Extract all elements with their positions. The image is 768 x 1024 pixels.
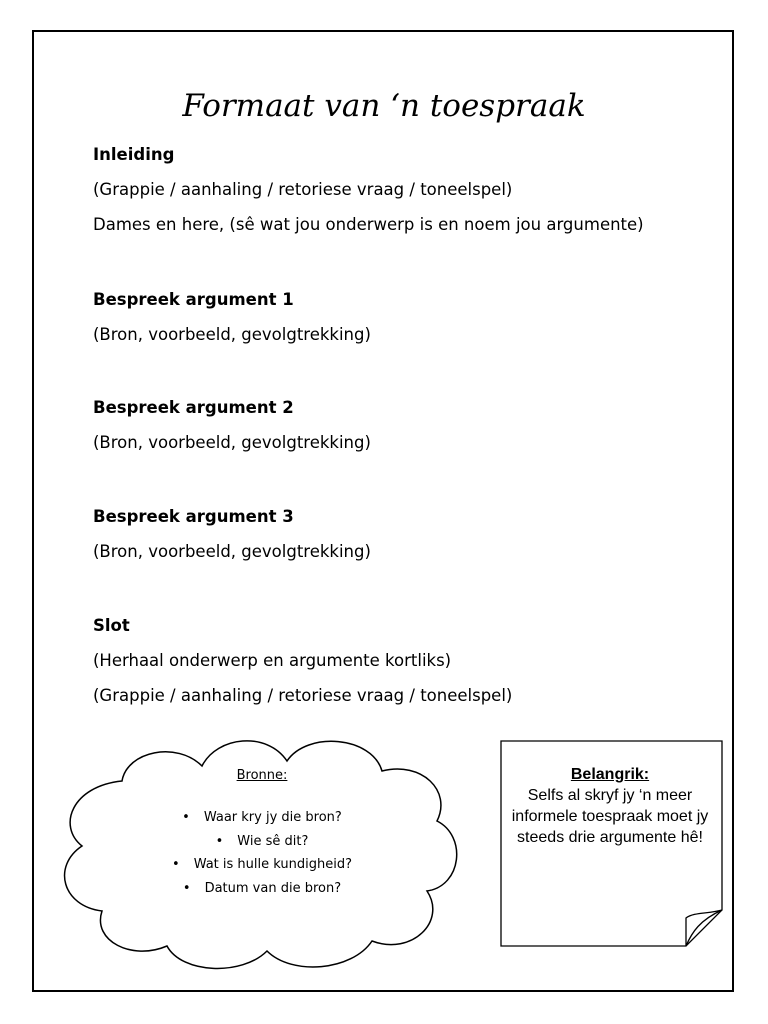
sources-heading: Bronne: <box>236 768 288 783</box>
list-item: • Datum van die bron? <box>52 877 472 901</box>
sources-list <box>52 806 472 900</box>
note-heading: Belangrik: <box>570 766 650 783</box>
section-line: Dames en here, (sê wat jou onderwerp is en noem jou argumente) <box>93 215 644 234</box>
section-line: (Bron, voorbeeld, gevolgtrekking) <box>93 325 371 344</box>
section-heading-argument-1: Bespreek argument 1 <box>93 290 294 309</box>
section-heading-conclusion: Slot <box>93 616 130 635</box>
section-line: (Bron, voorbeeld, gevolgtrekking) <box>93 542 371 561</box>
section-line: (Herhaal onderwerp en argumente kortliks) <box>93 651 452 670</box>
section-heading-argument-2: Bespreek argument 2 <box>93 398 294 417</box>
note-body: Selfs al skryf jy ‘n meer informele toespraak moet jy steeds drie argumente hê! <box>511 787 709 846</box>
section-line: (Grappie / aanhaling / retoriese vraag / toneelspel) <box>93 686 513 705</box>
list-item: • Wie sê dit? <box>52 830 472 854</box>
section-line: (Bron, voorbeeld, gevolgtrekking) <box>93 433 371 452</box>
section-heading-argument-3: Bespreek argument 3 <box>93 507 294 526</box>
section-line: (Grappie / aanhaling / retoriese vraag / toneelspel) <box>93 180 513 199</box>
list-item: • Waar kry jy die bron? <box>52 806 472 830</box>
section-heading-introduction: Inleiding <box>93 145 175 164</box>
sticky-note <box>504 764 716 848</box>
page-title: Formaat van ‘n toespraak <box>182 88 586 124</box>
list-item: • Wat is hulle kundigheid? <box>52 853 472 877</box>
